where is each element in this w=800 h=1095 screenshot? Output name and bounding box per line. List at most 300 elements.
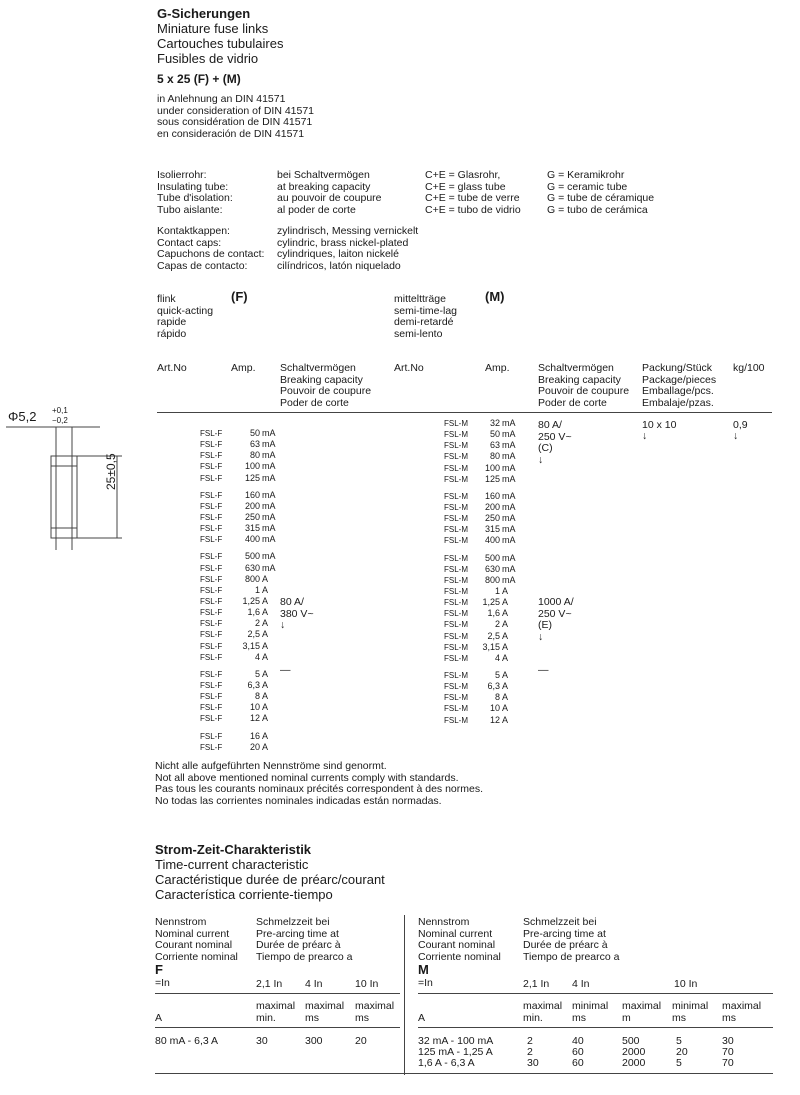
- tc-m-value: 500: [622, 1035, 640, 1047]
- tc-col-head-line: min.: [256, 1012, 276, 1024]
- nominal-text: Courant nominal: [155, 939, 233, 951]
- glass-text: C+E = Glasrohr,: [425, 169, 501, 181]
- note-line: Nicht alle aufgeführten Nennströme sind genormt.: [155, 760, 387, 772]
- fuse-unit: A: [262, 595, 269, 606]
- fuse-rating: 1: [254, 584, 260, 595]
- fuse-prefix: FSL-M: [444, 430, 468, 440]
- fuse-unit: A: [502, 652, 509, 663]
- fuse-rating: 63: [249, 439, 260, 450]
- fuse-row: [200, 652, 280, 663]
- capacity-text: bei Schaltvermögen: [277, 169, 370, 181]
- breaking-text: Pouvoir de coupure: [280, 385, 372, 397]
- fuse-row: [200, 501, 280, 512]
- nominal-text: Corriente nominal: [155, 950, 238, 963]
- capacity-text: au pouvoir de coupure: [277, 192, 382, 204]
- fuse-unit: A: [262, 741, 269, 752]
- tube-label: Tube d'isolation:: [157, 192, 233, 204]
- fuse-prefix: FSL-M: [444, 502, 468, 512]
- nominal-text: Nominal current: [418, 927, 493, 940]
- nominal-text: Courant nominal: [418, 939, 496, 951]
- fuse-unit: mA: [262, 523, 276, 534]
- fuse-row: [200, 490, 280, 501]
- fuse-unit: mA: [262, 562, 276, 573]
- fuse-unit: mA: [502, 451, 516, 462]
- tc-col-head-line: maximal: [722, 1000, 762, 1012]
- col-packing: [642, 363, 716, 409]
- fuse-rating: 125: [484, 473, 500, 484]
- caps-label: Kontaktkappen:: [157, 225, 230, 237]
- diameter-label: Φ5,2: [8, 409, 37, 424]
- tc-f-value: 300: [305, 1035, 323, 1047]
- fuse-rating: 800: [484, 574, 500, 585]
- tube-glass: [425, 170, 521, 216]
- fuse-unit: mA: [262, 450, 276, 461]
- fuse-row: [200, 563, 280, 574]
- m-rating-text: 250 V~: [538, 430, 572, 443]
- fuse-prefix: FSL-M: [444, 419, 468, 428]
- f-dash: —: [280, 664, 291, 676]
- fuse-rating: 5: [494, 669, 500, 680]
- fuse-prefix: FSL-F: [200, 714, 223, 724]
- tc-m-value: 60: [572, 1057, 584, 1069]
- col-artno: Art.No: [157, 362, 187, 374]
- fuse-row: [200, 428, 280, 439]
- caps-label: Contact caps:: [157, 236, 222, 249]
- fuse-row: [444, 535, 520, 546]
- fuse-rating: 500: [484, 552, 500, 563]
- f-rating-text: 80 A/: [280, 596, 304, 608]
- tc-m-value: 2: [527, 1035, 533, 1047]
- tc-col-head-line: ms: [722, 1012, 736, 1024]
- fuse-row: [444, 524, 520, 535]
- tc-col-head-line: maximal: [305, 1000, 345, 1012]
- fuse-unit: A: [262, 730, 269, 741]
- fuse-rating: 200: [484, 501, 500, 512]
- fuse-unit: mA: [262, 511, 276, 522]
- tc-subtitle: Caractéristique durée de préarc/courant: [155, 872, 385, 887]
- fuse-rating: 800: [244, 573, 260, 584]
- tc-preacing-m: [523, 917, 620, 963]
- fuse-unit: mA: [262, 439, 276, 450]
- caps-value: cylindriques, laiton nickelé: [277, 248, 399, 260]
- fuse-rating: 32: [489, 418, 500, 428]
- tc-divider: [404, 915, 405, 1075]
- fuse-prefix: FSL-M: [444, 631, 468, 641]
- nominal-text: Nennstrom: [418, 916, 470, 928]
- fuse-rating: 160: [244, 489, 260, 500]
- diameter-tol-plus: +0,1: [52, 406, 68, 415]
- fuse-row: [444, 608, 520, 619]
- fuse-row: [200, 574, 280, 585]
- fuse-unit: mA: [502, 524, 516, 535]
- fuse-prefix: FSL-F: [200, 473, 223, 483]
- preacing-text: Schmelzzeit bei: [523, 916, 597, 928]
- fuse-prefix: FSL-M: [444, 564, 468, 574]
- fuse-row: [444, 703, 520, 714]
- tc-m-value: 5: [676, 1057, 682, 1069]
- tc-f-code: F: [155, 962, 163, 977]
- fuse-rating: 10: [249, 702, 260, 713]
- fuse-prefix: FSL-M: [444, 474, 468, 484]
- fuse-prefix: FSL-F: [200, 596, 223, 606]
- tc-subtitle: Característica corriente-tiempo: [155, 887, 333, 902]
- tc-m-value: 2000: [622, 1046, 646, 1058]
- fuse-unit: A: [262, 584, 269, 595]
- tc-m-value: 70: [722, 1057, 734, 1069]
- fuse-unit: A: [502, 597, 509, 608]
- fuse-rating: 50: [249, 428, 260, 438]
- fuse-rating: 100: [484, 462, 500, 473]
- fuse-unit: A: [502, 669, 509, 680]
- packing-text: Package/pieces: [642, 373, 717, 386]
- arrow-down-icon: ↓: [538, 453, 544, 466]
- fuse-prefix: FSL-F: [200, 524, 223, 534]
- tc-col-head-line: maximal: [355, 1000, 395, 1012]
- caps-value: zylindrisch, Messing vernickelt: [277, 225, 419, 237]
- table-divider: [157, 412, 772, 413]
- fuse-row: [200, 473, 280, 484]
- subtitle-en: Miniature fuse links: [157, 21, 269, 36]
- col-breaking: [280, 363, 371, 409]
- fuse-rating: 6,3: [247, 679, 260, 690]
- fuse-unit: A: [502, 608, 509, 619]
- fuse-rating: 1,25: [482, 597, 500, 608]
- fuse-prefix: FSL-F: [200, 619, 223, 629]
- tc-m-value: 60: [572, 1046, 584, 1058]
- tc-m-range: 1,6 A - 6,3 A: [418, 1057, 475, 1069]
- diameter-tol-minus: −0,2: [52, 416, 68, 425]
- breaking2-text: Breaking capacity: [538, 373, 621, 386]
- fuse-prefix: FSL-F: [200, 585, 223, 595]
- tc-m-value: 30: [527, 1057, 539, 1069]
- breaking-text: Breaking capacity: [280, 373, 363, 386]
- note-line: No todas las corrientes nominales indicadas están normadas.: [155, 794, 442, 807]
- tc-m-value: 30: [722, 1035, 734, 1047]
- fuse-rating: 80: [489, 451, 500, 462]
- preacing-text: Pre-arcing time at: [523, 927, 606, 940]
- fuse-row: [444, 440, 520, 451]
- tc-col-head-line: minimal: [672, 1000, 709, 1012]
- m-rating-text: 250 V~: [538, 607, 572, 620]
- fuse-prefix: FSL-M: [444, 642, 468, 652]
- fuse-row: [444, 715, 520, 726]
- fuse-prefix: FSL-M: [444, 609, 468, 619]
- type-flink: [157, 294, 213, 340]
- fuse-prefix: FSL-M: [444, 704, 468, 714]
- fuse-row: [444, 586, 520, 597]
- tc-col-head: [355, 1000, 394, 1024]
- fuse-unit: A: [262, 713, 269, 724]
- fuse-prefix: FSL-F: [200, 630, 223, 640]
- f-fuse-list: [200, 428, 280, 753]
- tube-ceramic: [547, 170, 654, 216]
- fuse-row: [444, 474, 520, 485]
- tc-col-head-line: maximal: [622, 1000, 662, 1012]
- tc-col-head-line: maximal: [256, 1000, 296, 1012]
- tc-col-head-line: ms: [572, 1012, 586, 1024]
- fuse-row: [444, 564, 520, 575]
- tc-col-head: [572, 1000, 608, 1024]
- note-line: Pas tous les courants nominaux précités correspondent à des normes.: [155, 783, 484, 795]
- tc-multiple: 4 In: [572, 978, 590, 990]
- m-rating-e: [538, 597, 574, 643]
- fuse-rating: 200: [244, 500, 260, 511]
- glass-text: C+E = tubo de vidrio: [425, 203, 521, 216]
- fuse-unit: A: [262, 618, 269, 629]
- breaking2-text: Schaltvermögen: [538, 362, 614, 374]
- fuse-unit: mA: [262, 461, 276, 472]
- capacity-text: al poder de corte: [277, 203, 356, 216]
- tc-multiple: 2,1 In: [523, 978, 550, 990]
- type-flink-text: quick-acting: [157, 304, 214, 317]
- fuse-unit: mA: [262, 500, 276, 511]
- fuse-row: [444, 502, 520, 513]
- preacing-text: Schmelzzeit bei: [256, 916, 330, 928]
- fuse-prefix: FSL-M: [444, 452, 468, 462]
- preacing-text: Tiempo de prearco a: [256, 950, 353, 963]
- type-mittel-text: semi-lento: [394, 327, 443, 340]
- tc-rule: [155, 1027, 400, 1028]
- fuse-row: [444, 670, 520, 681]
- fuse-unit: mA: [502, 552, 516, 563]
- fuse-prefix: FSL-M: [444, 715, 468, 725]
- m-rating-text: 1000 A/: [538, 596, 574, 608]
- tc-col-head: [305, 1000, 344, 1024]
- fuse-prefix: FSL-F: [200, 680, 223, 690]
- fuse-rating: 630: [244, 562, 260, 573]
- fuse-unit: mA: [502, 501, 516, 512]
- tc-eq-in: =In: [155, 977, 170, 989]
- packing-text: Packung/Stück: [642, 362, 713, 374]
- fuse-row: [200, 641, 280, 652]
- tc-col-head-line: min.: [523, 1012, 543, 1024]
- ceramic-text: G = ceramic tube: [547, 180, 628, 193]
- col-breaking2: [538, 363, 629, 409]
- fuse-rating: 4: [254, 651, 260, 662]
- fuse-unit: mA: [502, 429, 516, 440]
- fuse-prefix: FSL-M: [444, 536, 468, 546]
- tc-header: [155, 842, 385, 902]
- fuse-prefix: FSL-F: [200, 552, 223, 562]
- tc-f-value: 30: [256, 1035, 268, 1047]
- tube-label: Insulating tube:: [157, 180, 229, 193]
- fuse-unit: A: [502, 703, 509, 714]
- fuse-row: [444, 575, 520, 586]
- tc-col-head-line: m: [622, 1012, 631, 1024]
- fuse-unit: A: [262, 702, 269, 713]
- f-rating: [280, 597, 314, 632]
- breaking2-text: Poder de corte: [538, 396, 607, 409]
- type-flink-text: flink: [157, 293, 176, 305]
- type-flink-text: rapide: [157, 316, 187, 328]
- tc-m-value: 5: [676, 1035, 682, 1047]
- tc-rule: [418, 1027, 773, 1028]
- tc-preacing-f: [256, 917, 353, 963]
- fuse-rating: 2,5: [247, 629, 260, 640]
- fuse-prefix: FSL-M: [444, 514, 468, 524]
- fuse-rating: 3,15: [482, 641, 500, 652]
- fuse-row: [200, 551, 280, 562]
- tc-m-range: 32 mA - 100 mA: [418, 1035, 494, 1047]
- fuse-rating: 315: [484, 524, 500, 535]
- fuse-rating: 16: [249, 730, 260, 741]
- fuse-row: [200, 607, 280, 618]
- m-fuse-list: [444, 418, 520, 726]
- type-mittel-text: mitteltträge: [394, 293, 446, 305]
- fuse-row: [444, 491, 520, 502]
- fuse-row: [444, 692, 520, 703]
- breaking-text: Schaltvermögen: [280, 362, 356, 374]
- header-block: [157, 6, 314, 140]
- fuse-prefix: FSL-F: [200, 742, 223, 752]
- capacity-text: at breaking capacity: [277, 180, 371, 193]
- tc-col-head-line: maximal: [523, 1000, 563, 1012]
- weight-value: 0,9: [733, 419, 748, 431]
- arrow-down-icon: ↓: [280, 619, 286, 631]
- fuse-rating: 2: [494, 619, 500, 630]
- fuse-rating: 2: [254, 618, 260, 629]
- fuse-row: [200, 691, 280, 702]
- ceramic-text: G = tube de céramique: [547, 192, 655, 204]
- arrow-down-icon: ↓: [538, 630, 544, 643]
- fuse-unit: A: [502, 681, 509, 692]
- caps-label: Capuchons de contact:: [157, 248, 265, 260]
- fuse-rating: 8: [254, 691, 260, 702]
- tc-multiple: 4 In: [305, 978, 323, 990]
- breaking-text: Poder de corte: [280, 396, 349, 409]
- fuse-prefix: FSL-F: [200, 535, 223, 545]
- m-rating-text: (C): [538, 442, 553, 454]
- fuse-prefix: FSL-F: [200, 731, 223, 741]
- fuse-unit: A: [262, 573, 269, 584]
- tc-eq-in: =In: [418, 977, 433, 989]
- tc-unit-a: A: [155, 1012, 163, 1024]
- fuse-row: [444, 653, 520, 664]
- fuse-prefix: FSL-M: [444, 463, 468, 473]
- fuse-prefix: FSL-M: [444, 553, 468, 563]
- fuse-unit: A: [502, 641, 509, 652]
- fuse-rating: 630: [484, 563, 500, 574]
- ceramic-text: G = tubo de cerámica: [547, 203, 648, 216]
- fuse-prefix: FSL-M: [444, 491, 468, 501]
- tc-rule: [155, 993, 400, 994]
- fuse-prefix: FSL-M: [444, 598, 468, 608]
- fuse-unit: A: [502, 692, 509, 703]
- fuse-row: [200, 680, 280, 691]
- tc-nominal-f: [155, 917, 238, 963]
- page-title: G-Sicherungen: [157, 6, 251, 21]
- fuse-row: [444, 631, 520, 642]
- fuse-unit: mA: [502, 440, 516, 451]
- fuse-rating: 400: [244, 534, 260, 545]
- ceramic-text: G = Keramikrohr: [547, 169, 625, 181]
- fuse-row: [200, 512, 280, 523]
- fuse-unit: A: [502, 714, 509, 725]
- standard-fr: sous considération de DIN 41571: [157, 116, 313, 128]
- fuse-prefix: FSL-F: [200, 563, 223, 573]
- fuse-prefix: FSL-F: [200, 440, 223, 450]
- nominal-text: Nominal current: [155, 927, 230, 940]
- fuse-prefix: FSL-F: [200, 652, 223, 662]
- fuse-rating: 1: [494, 585, 500, 596]
- fuse-rating: 12: [249, 713, 260, 724]
- fuse-rating: 400: [484, 535, 500, 546]
- fuse-unit: mA: [502, 513, 516, 524]
- tube-capacity: [277, 170, 382, 216]
- caps-value: cylindric, brass nickel-plated: [277, 236, 409, 249]
- fuse-row: [200, 461, 280, 472]
- nominal-text: Nennstrom: [155, 916, 207, 928]
- fuse-rating: 12: [489, 714, 500, 725]
- fuse-prefix: FSL-M: [444, 575, 468, 585]
- col-artno2: Art.No: [394, 362, 424, 374]
- fuse-unit: mA: [262, 472, 276, 483]
- fuse-rating: 1,25: [242, 595, 260, 606]
- fuse-prefix: FSL-M: [444, 586, 468, 596]
- fuse-prefix: FSL-F: [200, 512, 223, 522]
- fuse-prefix: FSL-M: [444, 653, 468, 663]
- fuse-rating: 100: [244, 461, 260, 472]
- preacing-text: Pre-arcing time at: [256, 927, 339, 940]
- fuse-rating: 80: [249, 450, 260, 461]
- fuse-unit: A: [262, 679, 269, 690]
- fuse-rating: 160: [484, 490, 500, 501]
- fuse-unit: A: [262, 651, 269, 662]
- packing-text: Embalaje/pzas.: [642, 396, 714, 409]
- tc-col-head: [622, 1000, 661, 1024]
- packing-value: 10 x 10: [642, 419, 677, 431]
- fuse-unit: mA: [262, 428, 276, 438]
- fuse-rating: 2,5: [487, 630, 500, 641]
- fuse-unit: A: [262, 691, 269, 702]
- fuse-unit: mA: [502, 574, 516, 585]
- caps-value: cilíndricos, latón niquelado: [277, 259, 401, 272]
- fuse-rating: 20: [249, 741, 260, 752]
- fuse-prefix: FSL-F: [200, 429, 223, 438]
- fuse-unit: A: [262, 668, 269, 679]
- subtitle-es: Fusibles de vidrio: [157, 51, 259, 66]
- tc-m-value: 2: [527, 1046, 533, 1058]
- tc-col-head: [722, 1000, 761, 1024]
- fuse-row: [444, 463, 520, 474]
- type-flink-code: (F): [231, 289, 248, 304]
- fuse-unit: mA: [502, 563, 516, 574]
- fuse-rating: 4: [494, 652, 500, 663]
- fuse-row: [200, 596, 280, 607]
- fuse-prefix: FSL-M: [444, 620, 468, 630]
- glass-text: C+E = glass tube: [425, 180, 506, 193]
- fuse-rating: 125: [244, 472, 260, 483]
- packing-text: Emballage/pcs.: [642, 385, 714, 397]
- tube-label: Isolierrohr:: [157, 169, 207, 181]
- fuse-row: [444, 619, 520, 630]
- fuse-unit: mA: [262, 534, 276, 545]
- fuse-row: [444, 418, 520, 429]
- tc-subtitle: Time-current characteristic: [155, 857, 309, 872]
- length-label: 25±0,5: [104, 453, 118, 490]
- fuse-row: [200, 450, 280, 461]
- fuse-row: [200, 439, 280, 450]
- fuse-unit: mA: [502, 535, 516, 546]
- standard-text: [157, 94, 314, 140]
- tc-nominal-m: [418, 917, 501, 963]
- fuse-prefix: FSL-M: [444, 670, 468, 680]
- tube-labels: [157, 170, 233, 216]
- fuse-row: [444, 513, 520, 524]
- preacing-text: Durée de préarc à: [256, 939, 341, 951]
- fuse-prefix: FSL-M: [444, 693, 468, 703]
- fuse-rating: 500: [244, 551, 260, 562]
